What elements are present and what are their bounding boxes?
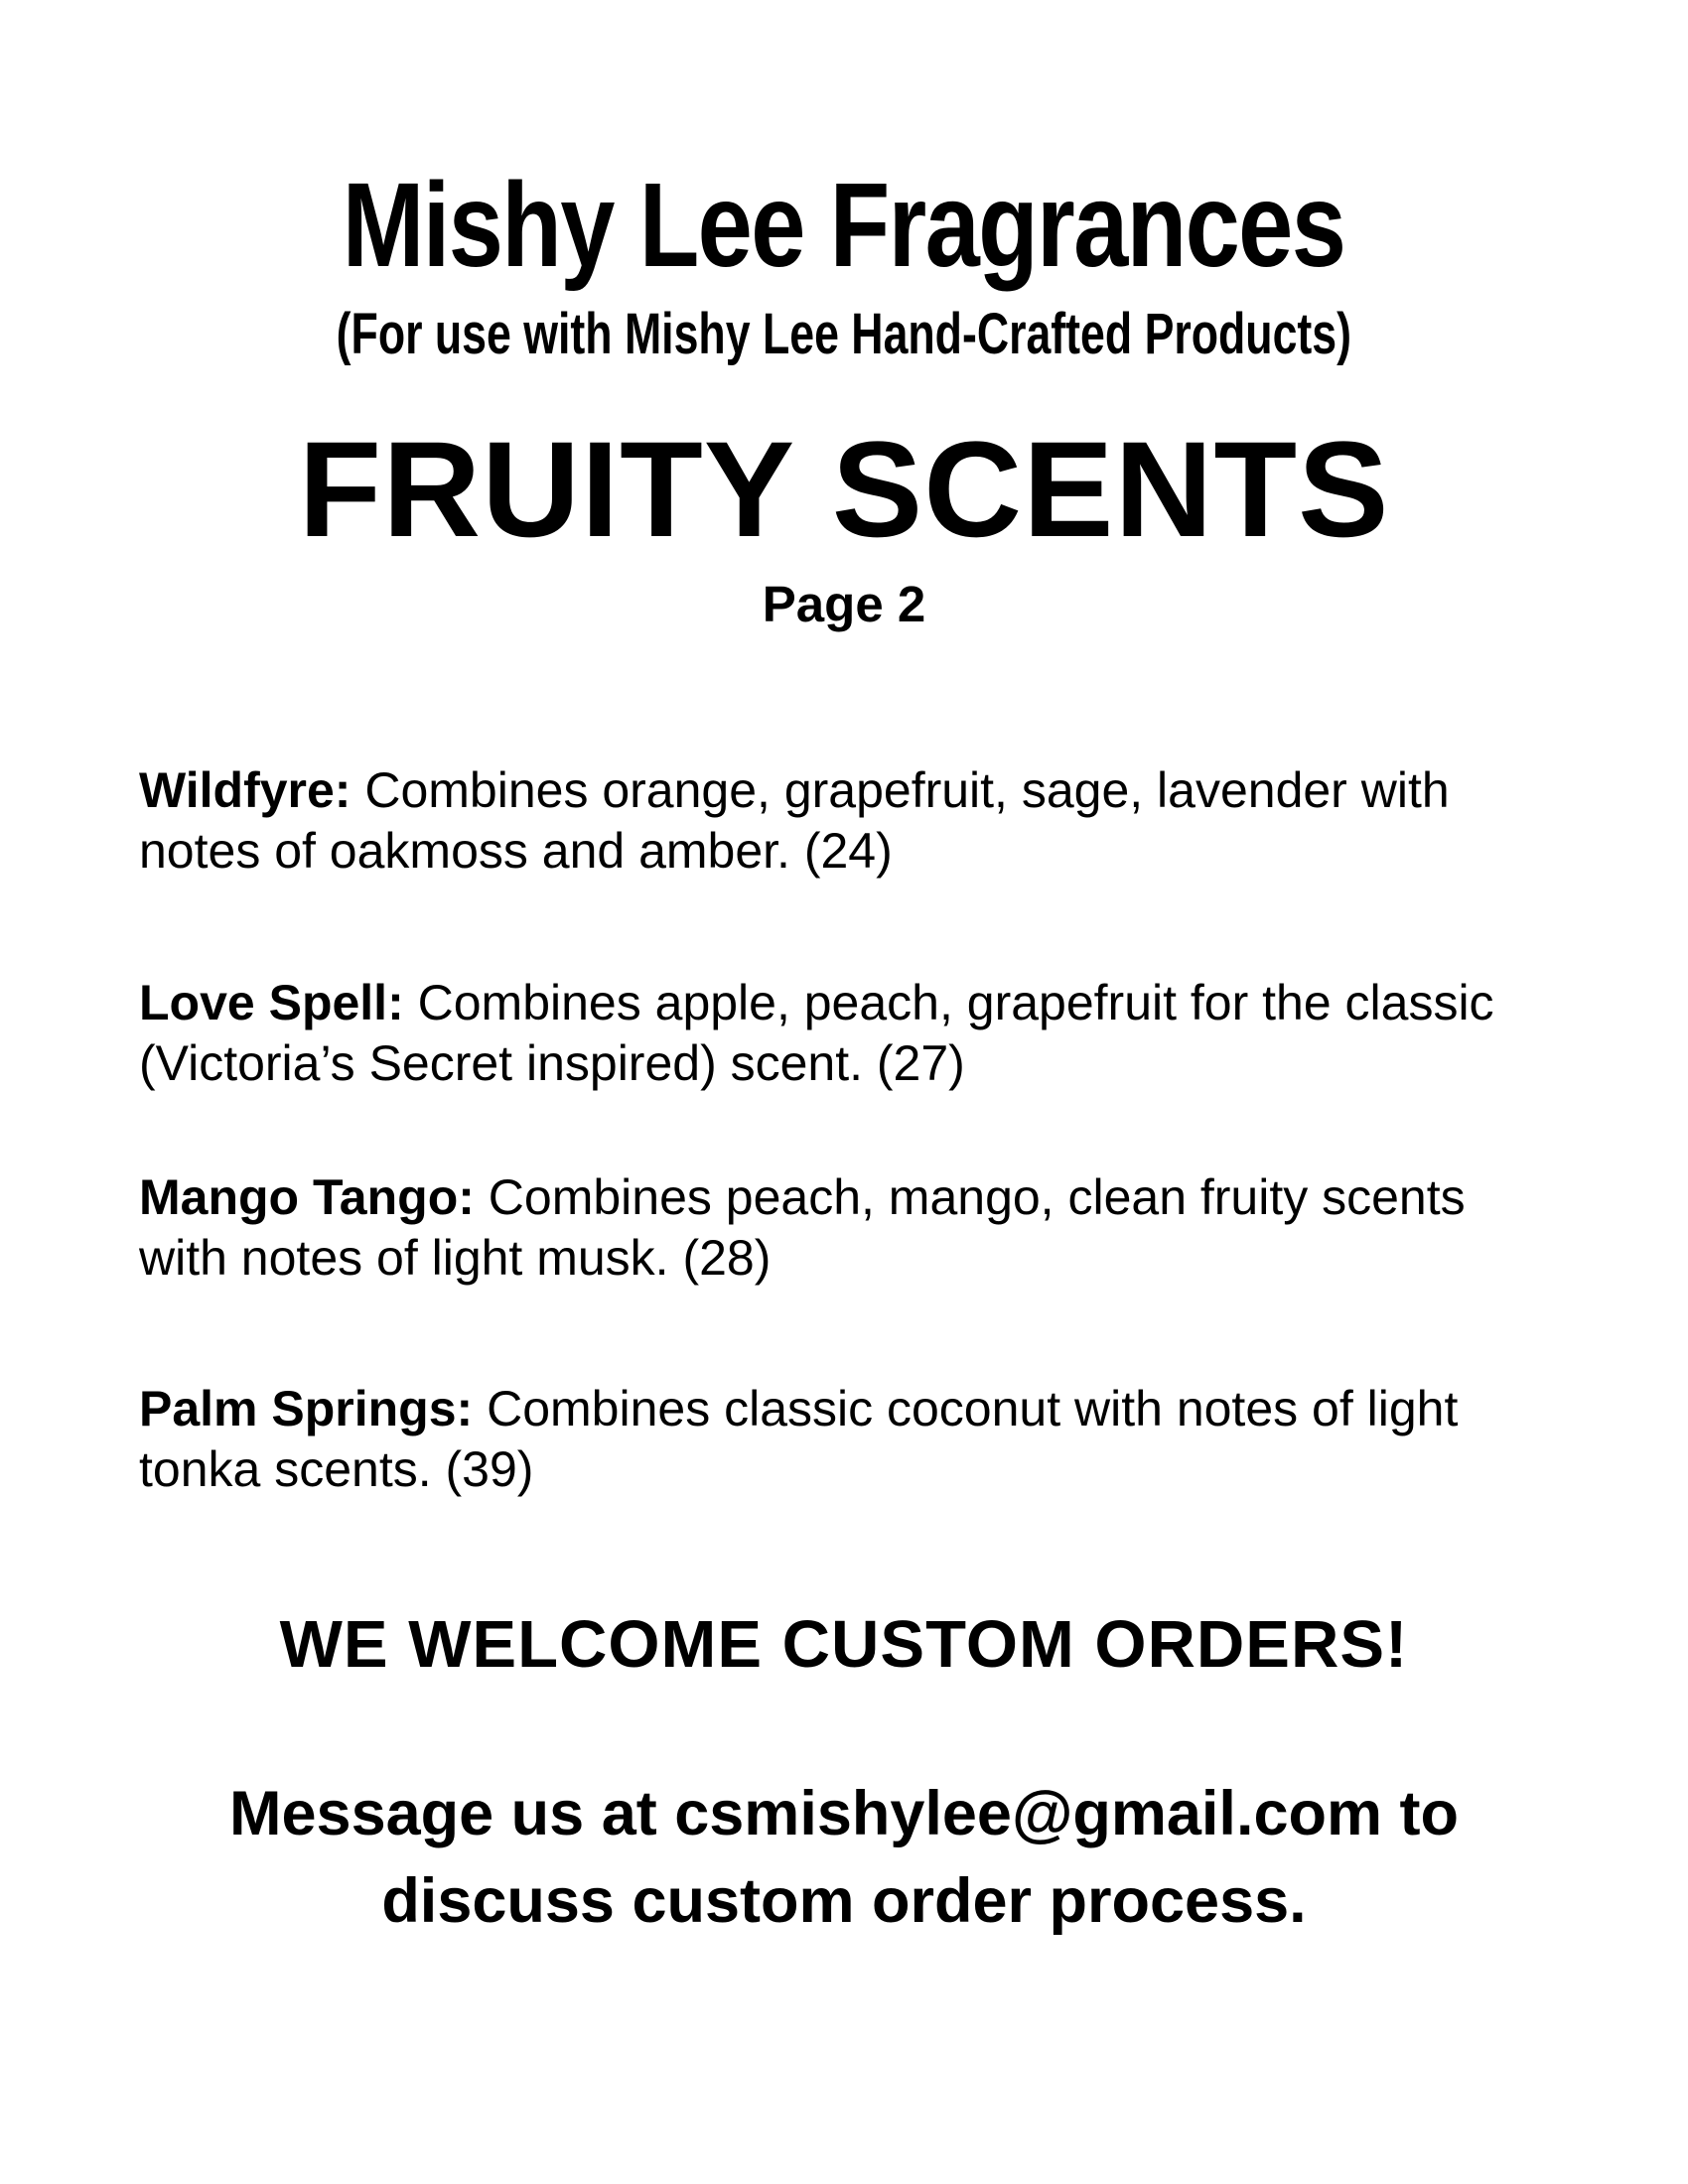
brand-title <box>0 159 1688 291</box>
scent-name: Love Spell: <box>139 975 404 1030</box>
brand-subtitle <box>0 303 1688 366</box>
page-number-label: Page 2 <box>762 576 926 632</box>
brand-subtitle-text: (For use with Mishy Lee Hand-Crafted Products) <box>336 302 1352 366</box>
scent-description: Combines apple, peach, grapefruit for the classic (Victoria’s Secret inspired) scent. (27) <box>139 975 1494 1091</box>
custom-orders-heading: WE WELCOME CUSTOM ORDERS! <box>279 1607 1409 1682</box>
scent-item-palm-springs <box>139 1379 1529 1500</box>
scent-name: Palm Springs: <box>139 1381 474 1436</box>
scent-description: Combines peach, mango, clean fruity scents with notes of light musk. (28) <box>139 1169 1466 1286</box>
scent-name: Wildfyre: <box>139 762 352 818</box>
contact-message: Message us at csmishylee@gmail.com to discuss custom order process. <box>229 1779 1459 1936</box>
scent-description: Combines orange, grapefruit, sage, lavender with notes of oakmoss and amber. (24) <box>139 762 1450 879</box>
scent-description: Combines classic coconut with notes of light tonka scents. (39) <box>139 1381 1459 1497</box>
section-title: FRUITY SCENTS <box>298 414 1390 566</box>
scent-item-love-spell <box>139 973 1529 1094</box>
scent-item-wildfyre <box>139 760 1529 882</box>
scent-name: Mango Tango: <box>139 1169 475 1225</box>
brand-title-text: Mishy Lee Fragrances <box>343 157 1345 292</box>
scent-item-mango-tango <box>139 1167 1529 1289</box>
